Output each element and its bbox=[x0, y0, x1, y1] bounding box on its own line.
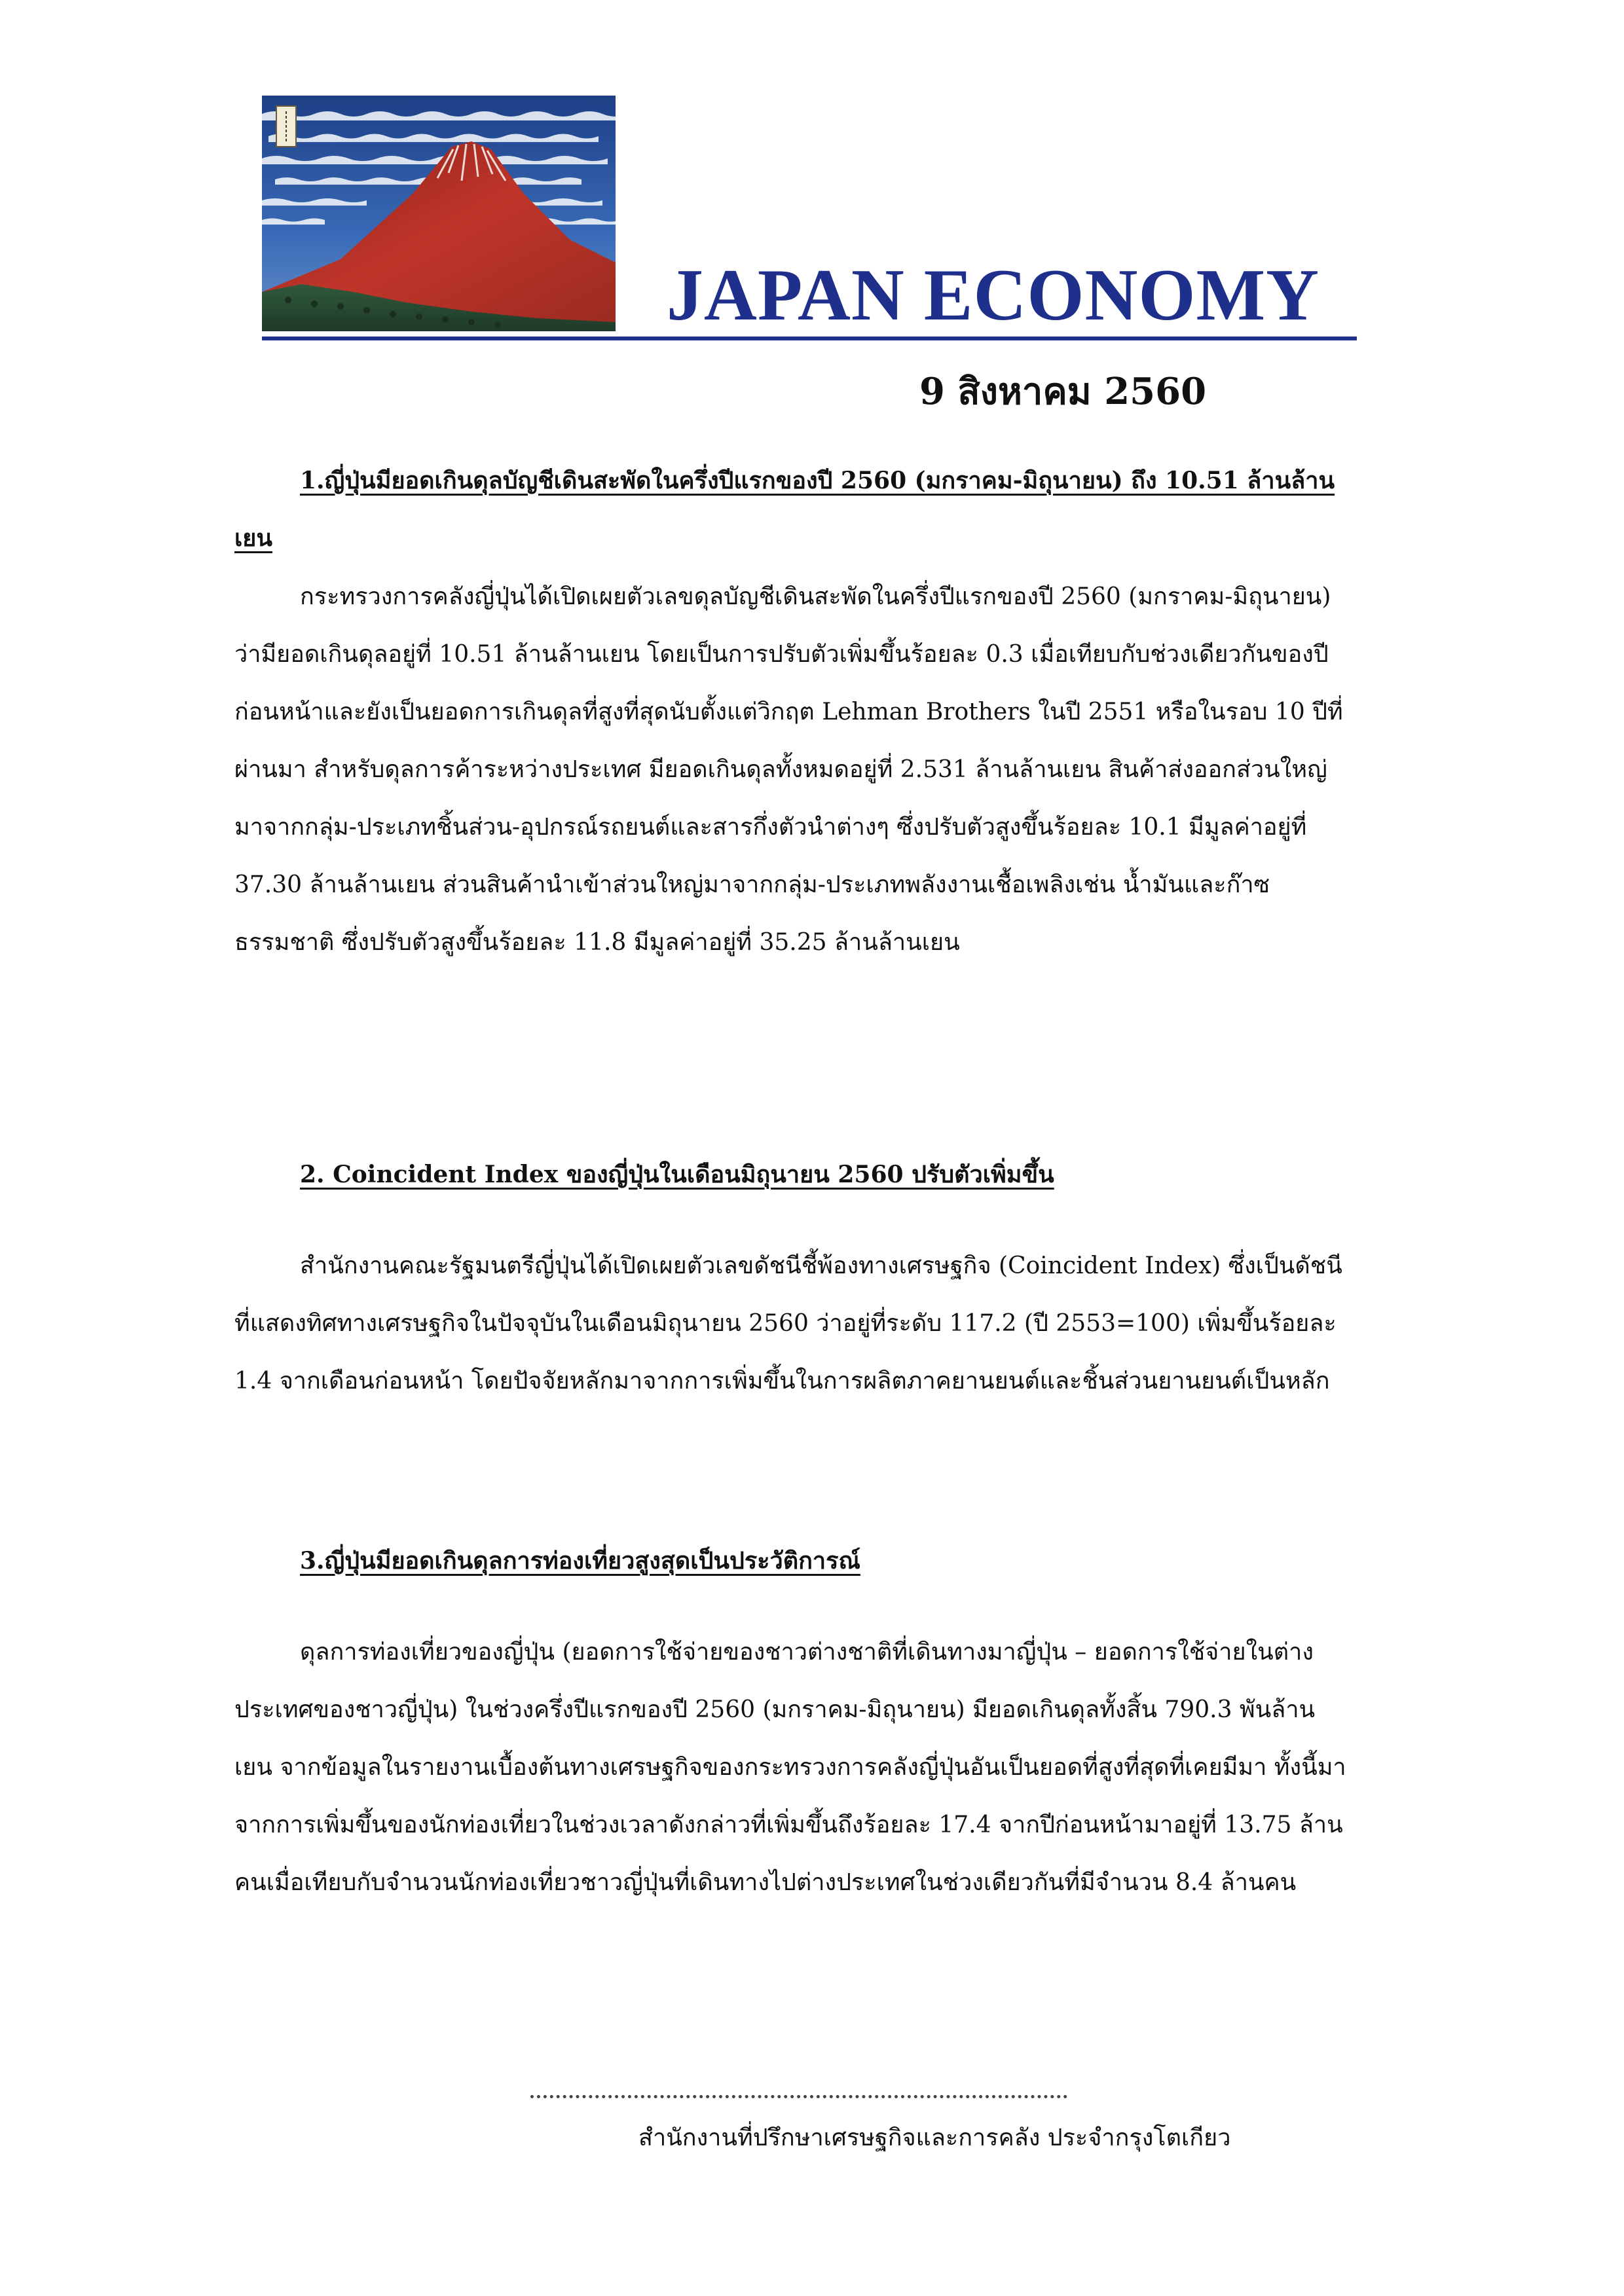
fuji-illustration bbox=[262, 96, 616, 331]
masthead-rule bbox=[262, 337, 1357, 340]
section-3-body: ดุลการท่องเที่ยวของญี่ปุ่น (ยอดการใช้จ่ายของชาวต่างชาติที่เดินทางมาญี่ปุ่น – ยอดการใช้จ่ายในต่างประเทศของชาวญี่ปุ่น) ในช่วงครึ่งปีแรกของปี 2560 (มกราคม-มิถุนายน) มียอดเกินดุลทั้งสิ้น 790.3 พันล้านเยน จากข้อมูลในรายงานเบื้องต้นทางเศรษฐกิจของกระทรวงการคลังญี่ปุ่นอันเป็นยอดที่สูงที่สุดที่เคยมีมา ทั้งนี้มาจากการเพิ่มขึ้นของนักท่องเที่ยวในช่วงเวลาดังกล่าวที่เพิ่มขึ้นถึงร้อยละ 17.4 จากปีก่อนหน้ามาอยู่ที่ 13.75 ล้านคนเมื่อเทียบกับจำนวนนักท่องเที่ยวชาวญี่ปุ่นที่เดินทางไปต่างประเทศในช่วงเดียวกันที่มีจำนวน 8.4 ล้านคน bbox=[234, 1639, 1346, 1896]
issue-date: 9 สิงหาคม 2560 bbox=[919, 370, 1207, 413]
section-1-heading-text: 1.ญี่ปุ่นมียอดเกินดุลบัญชีเดินสะพัดในครึ่งปีแรกของปี 2560 (มกราคม-มิถุนายน) ถึง 10.51 ล้านล้านเยน bbox=[234, 467, 1335, 552]
section-3-heading bbox=[234, 1532, 1348, 1590]
section-2-heading-text: 2. Coincident Index ของญี่ปุ่นในเดือนมิถุนายน 2560 ปรับตัวเพิ่มขึ้น bbox=[300, 1161, 1054, 1188]
signature-dotted-line bbox=[530, 2095, 1067, 2098]
section-2-body: สำนักงานคณะรัฐมนตรีญี่ปุ่นได้เปิดเผยตัวเลขดัชนีชี้พ้องทางเศรษฐกิจ (Coincident Index) ซึ่งเป็นดัชนีที่แสดงทิศทางเศรษฐกิจในปัจจุบันในเดือนมิถุนายน 2560 ว่าอยู่ที่ระดับ 117.2 (ปี 2553=100) เพิ่มขึ้นร้อยละ 1.4 จากเดือนก่อนหน้า โดยปัจจัยหลักมาจากการเพิ่มขึ้นในการผลิตภาคยานยนต์และชิ้นส่วนยานยนต์เป็นหลัก bbox=[234, 1252, 1342, 1394]
office-signature: สำนักงานที่ปรึกษาเศรษฐกิจและการคลัง ประจำกรุงโตเกียว bbox=[638, 2124, 1231, 2151]
masthead-title: JAPAN ECONOMY bbox=[667, 255, 1320, 336]
section-3-heading-text: 3.ญี่ปุ่นมียอดเกินดุลการท่องเที่ยวสูงสุดเป็นประวัติการณ์ bbox=[300, 1547, 860, 1575]
section-1-body: กระทรวงการคลังญี่ปุ่นได้เปิดเผยตัวเลขดุลบัญชีเดินสะพัดในครึ่งปีแรกของปี 2560 (มกราคม-มิถุนายน) ว่ามียอดเกินดุลอยู่ที่ 10.51 ล้านล้านเยน โดยเป็นการปรับตัวเพิ่มขึ้นร้อยละ 0.3 เมื่อเทียบกับช่วงเดียวกันของปีก่อนหน้าและยังเป็นยอดการเกินดุลที่สูงที่สุดนับตั้งแต่วิกฤต Lehman Brothers ในปี 2551 หรือในรอบ 10 ปีที่ผ่านมา สำหรับดุลการค้าระหว่างประเทศ มียอดเกินดุลทั้งหมดอยู่ที่ 2.531 ล้านล้านเยน สินค้าส่งออกส่วนใหญ่มาจากกลุ่ม-ประเภทชิ้นส่วน-อุปกรณ์รถยนต์และสารกึ่งตัวนำต่างๆ ซึ่งปรับตัวสูงขึ้นร้อยละ 10.1 มีมูลค่าอยู่ที่ 37.30 ล้านล้านเยน ส่วนสินค้านำเข้าส่วนใหญ่มาจากกลุ่ม-ประเภทพลังงานเชื้อเพลิงเช่น น้ำมันและก๊าซธรรมชาติ ซึ่งปรับตัวสูงขึ้นร้อยละ 11.8 มีมูลค่าอยู่ที่ 35.25 ล้านล้านเยน bbox=[234, 583, 1343, 956]
section-2-heading bbox=[234, 1146, 1348, 1203]
section-1-heading bbox=[234, 452, 1348, 567]
